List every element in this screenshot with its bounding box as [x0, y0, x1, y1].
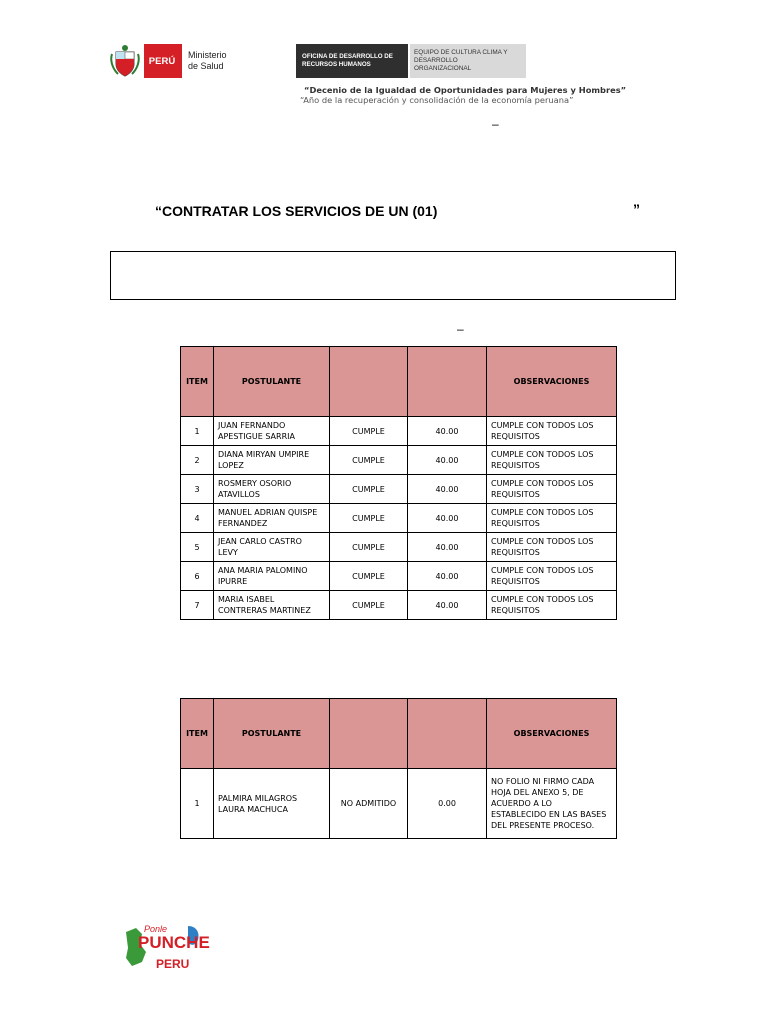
- row-status: CUMPLE: [330, 446, 408, 475]
- row-postulante: [214, 446, 330, 475]
- header-observaciones: OBSERVACIONES: [487, 699, 617, 769]
- row-status: CUMPLE: [330, 475, 408, 504]
- table-row: [181, 417, 617, 446]
- name-line-2: LAURA MACHUCA: [218, 804, 288, 814]
- table-row: [181, 769, 617, 839]
- row-item: 5: [181, 533, 214, 562]
- table-row: [181, 504, 617, 533]
- row-postulante: [214, 769, 330, 839]
- office-label: [296, 44, 408, 78]
- obs-line-1: CUMPLE CON TODOS LOS: [491, 566, 594, 575]
- ministry-label: [180, 44, 268, 78]
- page-title: “CONTRATAR LOS SERVICIOS DE UN (01): [155, 203, 438, 219]
- name-line-2: LEVY: [218, 548, 238, 557]
- name-line-2: CONTRERAS MARTINEZ: [218, 606, 311, 615]
- name-line-2: APESTIGUE SARRIA: [218, 432, 295, 441]
- row-item: 6: [181, 562, 214, 591]
- peru-coat-of-arms-icon: [110, 44, 140, 78]
- row-score: 40.00: [408, 417, 487, 446]
- row-postulante: [214, 562, 330, 591]
- table-row: [181, 562, 617, 591]
- header-item: ITEM: [181, 347, 214, 417]
- row-score: 40.00: [408, 446, 487, 475]
- name-line-2: IPURRE: [218, 577, 248, 586]
- row-item: 7: [181, 591, 214, 620]
- year-slogan: “Año de la recuperación y consolidación de la economía peruana”: [300, 95, 574, 105]
- row-observaciones: [487, 562, 617, 591]
- team-line-2: DESARROLLO: [414, 57, 458, 64]
- row-postulante: [214, 417, 330, 446]
- name-line-1: DIANA MIRYAN UMPIRE: [218, 450, 310, 459]
- name-line-2: FERNANDEZ: [218, 519, 268, 528]
- team-line-1: EQUIPO DE CULTURA CLIMA Y: [414, 49, 508, 56]
- office-line-2: RECURSOS HUMANOS: [302, 61, 371, 68]
- header-postulante: POSTULANTE: [214, 699, 330, 769]
- row-item: 4: [181, 504, 214, 533]
- row-score: 40.00: [408, 591, 487, 620]
- name-line-1: ANA MARIA PALOMINO: [218, 566, 308, 575]
- row-score: 40.00: [408, 475, 487, 504]
- obs-line-1: CUMPLE CON TODOS LOS: [491, 421, 594, 430]
- team-label: [410, 44, 526, 78]
- obs-line-2: REQUISITOS: [491, 577, 540, 586]
- logo-text-ponle: Ponle: [144, 924, 168, 934]
- row-item: 1: [181, 417, 214, 446]
- row-status: CUMPLE: [330, 591, 408, 620]
- office-line-1: OFICINA DE DESARROLLO DE: [302, 53, 393, 60]
- obs-line-2: REQUISITOS: [491, 461, 540, 470]
- obs-line-1: CUMPLE CON TODOS LOS: [491, 450, 594, 459]
- peru-label: PERÚ: [144, 44, 180, 78]
- obs-line-1: CUMPLE CON TODOS LOS: [491, 508, 594, 517]
- row-item: 2: [181, 446, 214, 475]
- row-postulante: [214, 533, 330, 562]
- row-score: 0.00: [408, 769, 487, 839]
- header-score: [408, 347, 487, 417]
- table-header-row: [181, 699, 617, 769]
- row-observaciones: [487, 504, 617, 533]
- table-header-row: [181, 347, 617, 417]
- results-table-not-admitted: [180, 698, 617, 839]
- name-line-1: JEAN CARLO CASTRO: [218, 537, 302, 546]
- row-observaciones: [487, 475, 617, 504]
- decenio-slogan: “Decenio de la Igualdad de Oportunidades para Mujeres y Hombres”: [304, 85, 627, 95]
- row-observaciones: [487, 769, 617, 839]
- row-observaciones: [487, 591, 617, 620]
- obs-line-5: DEL PRESENTE PROCESO.: [491, 821, 595, 830]
- name-line-1: MARIA ISABEL: [218, 595, 275, 604]
- row-postulante: [214, 591, 330, 620]
- table-row: [181, 591, 617, 620]
- row-score: 40.00: [408, 504, 487, 533]
- row-postulante: [214, 475, 330, 504]
- page-title-close-quote: ”: [633, 201, 640, 217]
- obs-line-2: REQUISITOS: [491, 519, 540, 528]
- header-status: [330, 699, 408, 769]
- obs-line-1: CUMPLE CON TODOS LOS: [491, 595, 594, 604]
- obs-line-2: REQUISITOS: [491, 606, 540, 615]
- row-item: 3: [181, 475, 214, 504]
- obs-line-2: REQUISITOS: [491, 548, 540, 557]
- header-banner: [110, 44, 526, 78]
- name-line-1: PALMIRA MILAGROS: [218, 793, 298, 803]
- row-status: CUMPLE: [330, 504, 408, 533]
- header-postulante: POSTULANTE: [214, 347, 330, 417]
- table-row: [181, 446, 617, 475]
- name-line-2: ATAVILLOS: [218, 490, 260, 499]
- obs-line-4: ESTABLECIDO EN LAS BASES: [491, 810, 607, 819]
- name-line-2: LOPEZ: [218, 461, 244, 470]
- row-observaciones: [487, 533, 617, 562]
- row-score: 40.00: [408, 562, 487, 591]
- empty-info-box: [110, 251, 676, 300]
- header-status: [330, 347, 408, 417]
- name-line-1: JUAN FERNANDO: [218, 421, 286, 430]
- name-line-1: MANUEL ADRIAN QUISPE: [218, 508, 318, 517]
- logo-text-peru: PERU: [156, 957, 190, 971]
- row-item: 1: [181, 769, 214, 839]
- obs-line-1: CUMPLE CON TODOS LOS: [491, 479, 594, 488]
- header-item: ITEM: [181, 699, 214, 769]
- team-line-3: ORGANIZACIONAL: [414, 65, 472, 72]
- name-line-1: ROSMERY OSORIO: [218, 479, 292, 488]
- row-status: NO ADMITIDO: [330, 769, 408, 839]
- row-status: CUMPLE: [330, 417, 408, 446]
- obs-line-2: REQUISITOS: [491, 432, 540, 441]
- obs-line-1: NO FOLIO NI FIRMO CADA: [491, 777, 595, 786]
- results-table-admitted: [180, 346, 617, 620]
- table-row: [181, 533, 617, 562]
- row-postulante: [214, 504, 330, 533]
- header-score: [408, 699, 487, 769]
- logo-text-punche: PUNCHE: [138, 933, 210, 952]
- table-row: [181, 475, 617, 504]
- ministry-line-2: de Salud: [188, 61, 224, 71]
- row-score: 40.00: [408, 533, 487, 562]
- ministry-line-1: Ministerio: [188, 50, 227, 60]
- obs-line-2: REQUISITOS: [491, 490, 540, 499]
- ponle-punche-peru-logo: [118, 918, 210, 978]
- row-observaciones: [487, 417, 617, 446]
- dash-mid: –: [457, 322, 464, 336]
- row-status: CUMPLE: [330, 562, 408, 591]
- obs-line-3: ACUERDO A LO: [491, 799, 552, 808]
- row-status: CUMPLE: [330, 533, 408, 562]
- row-observaciones: [487, 446, 617, 475]
- dash-top: –: [492, 117, 499, 131]
- obs-line-1: CUMPLE CON TODOS LOS: [491, 537, 594, 546]
- obs-line-2: HOJA DEL ANEXO 5, DE: [491, 788, 584, 797]
- header-observaciones: OBSERVACIONES: [487, 347, 617, 417]
